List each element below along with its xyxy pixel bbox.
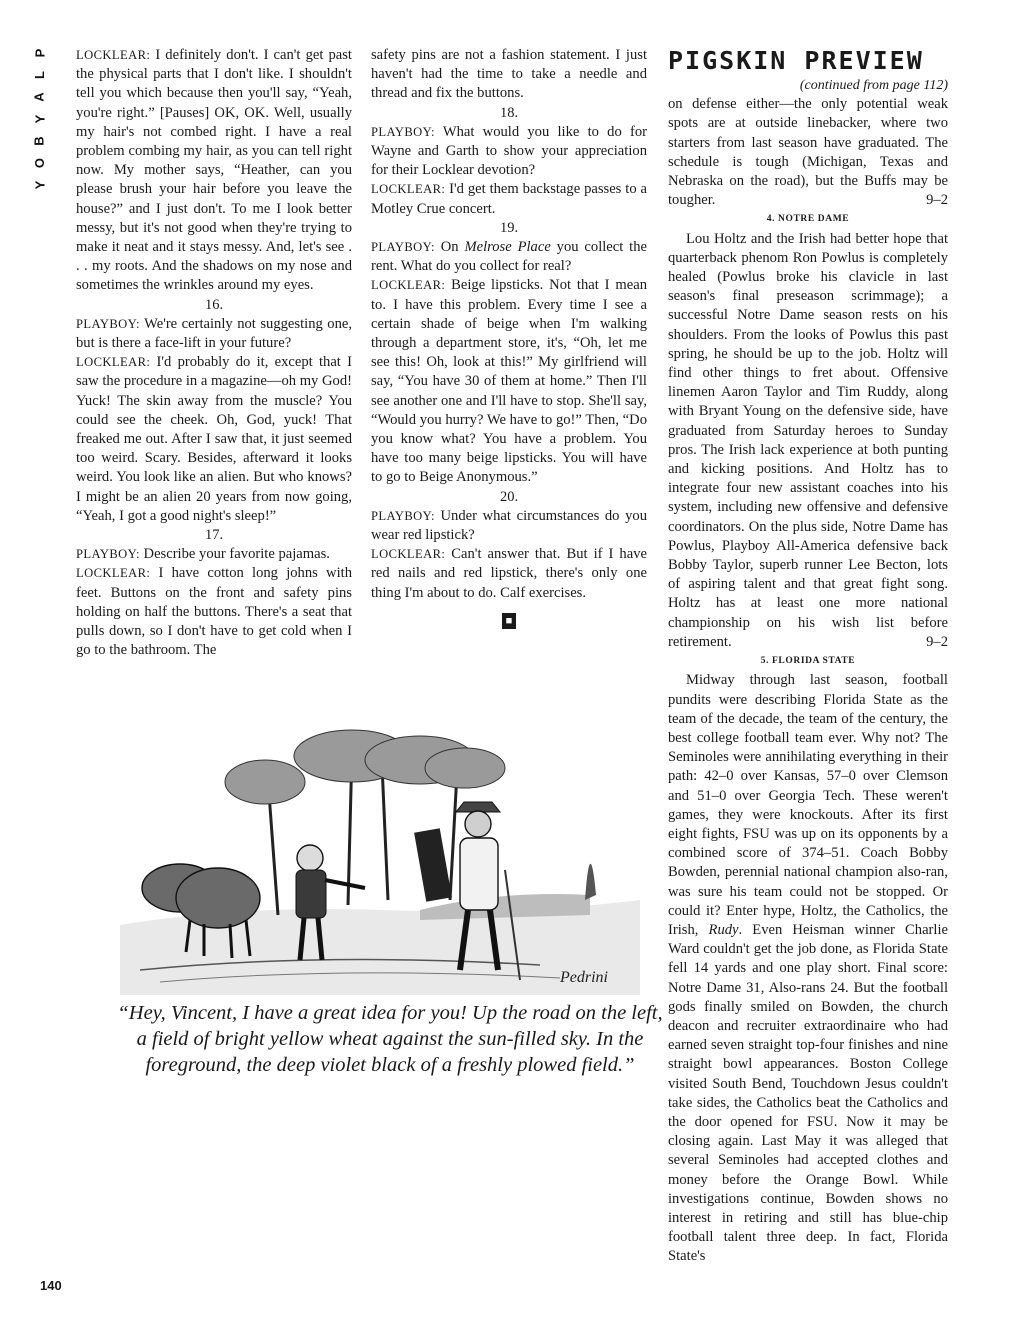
speaker-label: LOCKLEAR: bbox=[371, 547, 446, 562]
artist-signature: Pedrini bbox=[560, 969, 608, 986]
show-title: Melrose Place bbox=[464, 239, 551, 256]
painter-head bbox=[465, 811, 491, 837]
cartoon-caption: “Hey, Vincent, I have a great idea for you! Up the road on the left, a field of bright yellow wheat against the sun-filled sky. In the foreground, the deep violet black of a freshly plowed field.” bbox=[117, 1002, 663, 1076]
article-text: Midway through last season, football pundits were describing Florida State as the team of the decade, the team of the century, the best college football team ever. Why not? The Seminoles were annihilating everything in their path: 42–0 over Kansas, 57–0 over Clemson and 51–0 over Georgia Tech. These weren't games, they were knockouts. After its first eight fights, FSU was up on its opponents by a combined score of 374–51. Coach Bobby Bowden, perennial national champion also-ran, was sure his team could not be stopped. Or could it? Enter hype, Holtz, the Catholics, the Irish, bbox=[668, 672, 948, 938]
painter-body bbox=[460, 838, 498, 910]
interview-column-1 bbox=[76, 46, 352, 661]
farmer-pointing-arm bbox=[325, 880, 365, 888]
answer-paragraph bbox=[76, 46, 352, 296]
farmer-head bbox=[297, 845, 323, 871]
tree-canopy bbox=[425, 748, 505, 788]
speaker-label: LOCKLEAR: bbox=[371, 182, 446, 197]
question-paragraph bbox=[76, 545, 352, 564]
answer-text: I have cotton long johns with feet. Buttons on the front and safety pins holding on half the buttons. There's a seat that pulls down, so I don't have to get cold when I go to the bathroom. The bbox=[76, 565, 352, 659]
question-number: 19. bbox=[499, 219, 519, 236]
question-text: On bbox=[434, 239, 465, 256]
easel-canvas bbox=[414, 828, 452, 901]
farmer-body bbox=[296, 870, 326, 918]
question-paragraph bbox=[371, 507, 647, 545]
speaker-label: PLAYBOY: bbox=[76, 547, 140, 562]
article-text: on defense either—the only potential weak spots are at outside linebacker, where two starters from last season have graduated. The schedule is tough (Michigan, Texas and Nebraska on the road), but the Buffs may be tougher. bbox=[668, 96, 948, 209]
tree-foliage bbox=[225, 730, 505, 804]
running-head-letter: Y bbox=[31, 180, 47, 190]
question-paragraph bbox=[371, 238, 647, 276]
team-heading: 5. FLORIDA STATE bbox=[760, 656, 856, 667]
question-text: What would you like to do for Wayne and Garth to show your appreciation for their Locklear devotion? bbox=[371, 123, 647, 179]
film-title: Rudy bbox=[708, 921, 739, 938]
answer-paragraph: safety pins are not a fashion statement. I just haven't had the time to take a needle and thread and fix the buttons. bbox=[371, 47, 647, 102]
question-text: Describe your favorite pajamas. bbox=[139, 546, 330, 563]
running-head-playboy bbox=[33, 46, 47, 192]
question-paragraph bbox=[76, 315, 352, 353]
speaker-label: LOCKLEAR: bbox=[76, 566, 151, 581]
answer-paragraph bbox=[371, 276, 647, 487]
answer-text: Beige lipsticks. Not that I mean to. I have this problem. Every time I see a certain shade of beige when I'm walking through a department store, it's, “Oh, let me see this! Oh, look at this!” My girlfriend will say, “You have 30 of them at home.” Then I'll see another one and I'll have to stop. She'll say, “Would you hurry? We have to go!” Then, “Do you know what? You have a problem. You have too many beige lipsticks. You will have to go to Beige Anonymous.” bbox=[371, 277, 647, 486]
running-head-letter: P bbox=[31, 48, 47, 58]
pigskin-preview-column bbox=[668, 46, 948, 1267]
tree-canopy bbox=[225, 760, 305, 804]
question-text: Under what circumstances do you wear red lipstick? bbox=[371, 507, 647, 544]
question-text: We're certainly not suggesting one, but is there a face-lift in your future? bbox=[76, 315, 352, 352]
section-title: PIGSKIN PREVIEW bbox=[668, 46, 924, 75]
answer-paragraph bbox=[371, 545, 647, 603]
cypress-tree bbox=[585, 864, 596, 900]
tree-trunk bbox=[382, 765, 388, 900]
speaker-label: LOCKLEAR: bbox=[371, 278, 446, 293]
cow bbox=[176, 868, 260, 928]
continued-note: (continued from page 112) bbox=[799, 78, 948, 93]
article-text: Lou Holtz and the Irish had better hope that quarterback phenom Ron Powlus is completely healed (Powlus broke his clavicle in last season's final preseason scrimmage); a successful Notre Dame season rests on his shoulders. From the looks of Powlus this past spring, he should be up to the job. Holtz will find other things to fret about. Offensive linemen Aaron Taylor and Tim Ruddy, along with Bryant Young on the defensive side, have graduated from Saturday heroes to Sunday pros. The Irish lack experience at both punting and kicking positions. And Holtz has to integrate four new assistant coaches into his system, including new offensive and defensive coordinators. On the plus side, Notre Dame has Powlus, Playboy All-America defensive back Bobby Taylor, superb runner Lee Becton, lots of aspiring talent and that great fight song. Holtz has at least one more national championship on his wish list before retirement. bbox=[668, 230, 948, 650]
running-head-letter: A bbox=[31, 92, 47, 102]
page-number: 140 bbox=[40, 1278, 62, 1293]
running-head-letter: B bbox=[31, 136, 47, 146]
speaker-label: PLAYBOY: bbox=[371, 124, 435, 139]
speaker-label: PLAYBOY: bbox=[76, 316, 140, 331]
answer-text: I definitely don't. I can't get past the physical parts that I don't like. I shouldn't tell you which because then you'll say, “Yeah, you're right.” [Pauses] OK, OK. Well, usually my hair's not combed right. I have a real problem combing my hair, as you can tell right now. My mother says, “Heather, can you please brush your hair before you leave the house?” and I just don't. To me I look better messy, but it's not good when they're trying to make it neat and it stays messy. And, let's see . . . my roots. And the shadows on my nose and sometimes the wrinkles around my eyes. bbox=[76, 47, 352, 294]
cartoon-illustration bbox=[120, 720, 640, 995]
question-text: you collect the rent. What do you collect for real? bbox=[371, 239, 648, 275]
answer-text: I'd probably do it, except that I saw the procedure in a magazine—oh my God! Yuck! The skin away from the muscle? You could see the cheek. Oh, God, yuck! That freaked me out. After I saw that, it just seemed too weird. Scary. Besides, afterward it looks weird. You look like an alien. But who knows? I might be an alien 20 years from now going, “Yeah, I got a good night's sleep!” bbox=[76, 354, 352, 524]
end-mark-icon: ■ bbox=[502, 613, 516, 629]
speaker-label: PLAYBOY: bbox=[371, 240, 435, 255]
answer-paragraph bbox=[76, 353, 352, 526]
running-head-letter: O bbox=[32, 157, 47, 169]
running-head-letter: Y bbox=[31, 114, 47, 124]
interview-column-2 bbox=[371, 46, 647, 629]
question-paragraph bbox=[371, 123, 647, 181]
article-text: . Even Heisman winner Charlie Ward couldn't get the job done, as Florida State fell 14 yards and one play short. Final score: Notre Dame 31, Also-rans 24. But the football gods finally smiled on Bowden, the church deacon and recruiter extraordinaire who had earned seven straight top-four finishes and nine straight bowl appearances. Boston College visited South Bend, Touchdown Jesus couldn't take sides, the Catholics beat the Catholics and the door opened for FSU. Now it may be closing again. Last May it was alleged that several Seminoles had accepted clothes and money before the Orange Bowl. While investigations continue, Bowden shows no interest in retiring and still has blue-chip football talent three deep. In fact, Florida State's bbox=[668, 921, 948, 1265]
question-number: 17. bbox=[204, 527, 224, 544]
answer-text: I'd get them backstage passes to a Motley Crue concert. bbox=[371, 181, 647, 217]
speaker-label: LOCKLEAR: bbox=[76, 355, 151, 370]
question-number: 20. bbox=[499, 488, 519, 505]
question-number: 16. bbox=[204, 296, 224, 313]
article-paragraph bbox=[668, 671, 948, 1266]
speaker-label: PLAYBOY: bbox=[371, 508, 435, 523]
article-paragraph bbox=[668, 95, 948, 210]
answer-paragraph bbox=[76, 564, 352, 660]
team-record: 9–2 bbox=[926, 633, 948, 650]
answer-text: Can't answer that. But if I have red nails and red lipstick, there's only one thing I'm about to do. Calf exercises. bbox=[371, 546, 647, 601]
question-number: 18. bbox=[499, 104, 519, 121]
running-head-letter: L bbox=[31, 71, 47, 79]
article-paragraph bbox=[668, 230, 948, 652]
answer-paragraph bbox=[371, 180, 647, 218]
team-record: 9–2 bbox=[926, 192, 948, 209]
speaker-label: LOCKLEAR: bbox=[76, 48, 151, 62]
team-heading: 4. NOTRE DAME bbox=[766, 214, 850, 225]
